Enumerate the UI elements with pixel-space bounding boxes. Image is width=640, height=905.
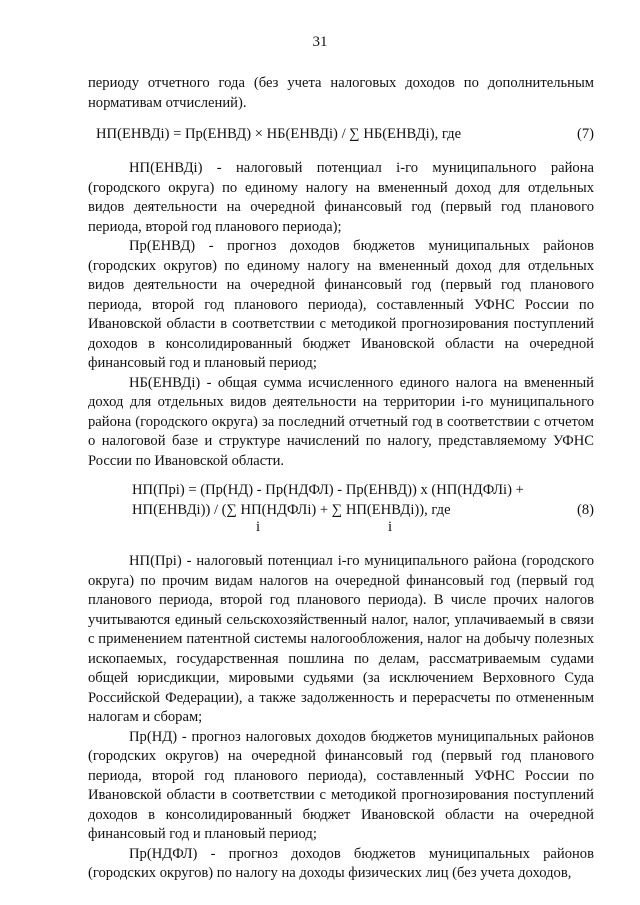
formula-7-number: (7) [576,126,594,142]
formula-7 [88,125,594,145]
formula-8-line-1: НП(Прi) = (Пр(НД) - Пр(НДФЛ) - Пр(ЕНВД)) х (НП(НДФЛi) + [132,482,524,498]
paragraph-continuation: периоду отчетного года (без учета налоговых доходов по дополнительным нормативам отчислений). [88,75,594,111]
definition-nb-envd: НБ(ЕНВДi) - общая сумма исчисленного единого налога на вмененный доход для отдельных видов деятельности на территории i-го муниципального района (городского округа) за последний отчетный год в соответствии с отчетом о налоговой базе и структуре начислений по налогу, представляемому УФНС России по Ивановской области. [88,374,594,469]
definition-np-envd: НП(ЕНВДi) - налоговый потенциал i-го муниципального района (городского округа) по единому налогу на вмененный доход для отдельных видов деятельности на очередной финансовый год (первый год планового периода, второй год планового периода); [88,160,594,235]
formula-8 [88,481,594,538]
definition-np-pr: НП(Прi) - налоговый потенциал i-го муниципального района (городского округа) по прочим видам налогов на очередной финансовый год (первый год планового периода, второй год планового периода). В числе прочих налогов учитываются единый сельскохозяйственный налог, налог, уплачиваемый в связи с применением патентной системы налогообложения, налог на добычу полезных ископаемых, государственная пошлина по делам, рассматриваемым судами общей юрисдикции, мировыми судьями (за исключением Верховного Суда Российской Федерации), а также задолженность и перерасчеты по отмененным налогам и сборам; [88,553,594,725]
formula-8-sum-index-1: i [256,519,261,535]
document-body [88,74,594,884]
formula-8-line-2: НП(ЕНВДi)) / (∑ НП(НДФЛi) + ∑ НП(ЕНВДi)), где [132,501,451,518]
formula-7-text: НП(ЕНВДi) = Пр(ЕНВД) × НБ(ЕНВДi) / ∑ НБ(ЕНВДi), где [96,126,462,142]
page-number: 31 [312,34,328,50]
formula-8-sum-indices [132,520,594,538]
definition-pr-envd: Пр(ЕНВД) - прогноз доходов бюджетов муниципальных районов (городских округов) по единому налогу на вмененный доход для отдельных видов деятельности на очередной финансовый год (первый год планового периода, второй год планового периода), составленный УФНС России по Ивановской области в соответствии с методикой прогнозирования поступлений доходов в консолидированный бюджет Ивановской области на очередной финансовый год и плановый период; [88,238,594,371]
definition-pr-ndfl: Пр(НДФЛ) - прогноз доходов бюджетов муниципальных районов (городских округов) по налогу на доходы физических лиц (без учета доходов, [88,845,594,881]
formula-8-number: (8) [576,502,594,518]
definition-pr-nd: Пр(НД) - прогноз налоговых доходов бюджетов муниципальных районов (городских округов) на очередной финансовый год (первый год планового периода, второй год планового периода), составленный УФНС России по Ивановской области в соответствии с методикой прогнозирования поступлений доходов в консолидированный бюджет Ивановской области на очередной финансовый год и плановый период; [88,728,594,842]
formula-8-sum-index-2: i [388,519,393,535]
